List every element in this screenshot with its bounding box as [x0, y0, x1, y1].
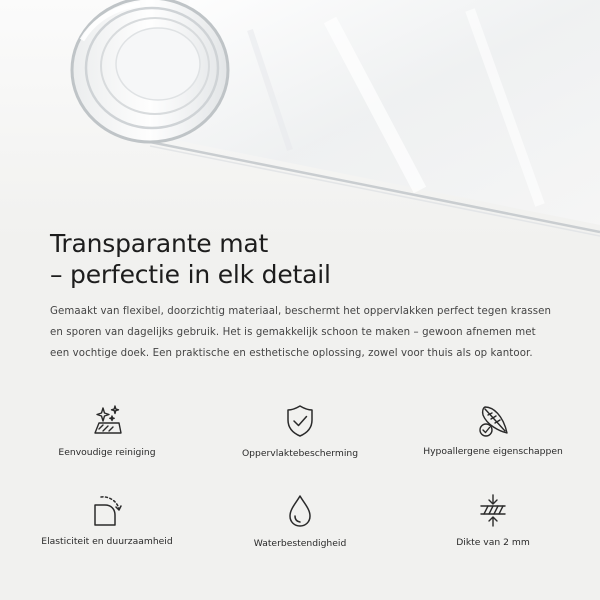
page-title: [50, 228, 331, 290]
feature-elasticity: [27, 493, 187, 548]
sparkle-surface-icon: [89, 403, 125, 439]
feature-label: Hypoallergene eigenschappen: [423, 446, 563, 457]
feature-label: Oppervlaktebescherming: [241, 448, 359, 459]
product-description: Gemaakt van flexibel, doorzichtig materiaal, beschermt het oppervlakken perfect tegen krassen en sporen van dagelijks gebruik. Het is gemakkelijk schoon te maken – gewoon afnemen met een vochtige doek. Een praktische en esthetische oplossing, zowel voor thuis als op kantoor.: [50, 306, 552, 359]
feature-hypoallergenic: [413, 403, 573, 458]
title-line-2: – perfectie in elk detail: [50, 260, 331, 289]
feature-easy-cleaning: [27, 403, 187, 459]
feature-label: Waterbestendigheid: [253, 538, 347, 549]
rolled-transparent-mat-image: [0, 0, 600, 240]
feature-surface-protection: [220, 403, 380, 460]
feature-thickness: [413, 493, 573, 549]
feature-label: Elasticiteit en duurzaamheid: [41, 536, 173, 547]
feature-label: Eenvoudige reiniging: [58, 447, 156, 458]
shield-check-icon: [282, 403, 318, 439]
water-drop-icon: [282, 493, 318, 529]
feature-water-resistance: [220, 493, 380, 550]
elastic-corner-icon: [89, 493, 125, 529]
thickness-arrows-icon: [475, 493, 511, 529]
feature-label: Dikte van 2 mm: [456, 537, 530, 548]
title-line-1: Transparante mat: [50, 229, 269, 258]
feature-check-icon: [475, 403, 511, 439]
